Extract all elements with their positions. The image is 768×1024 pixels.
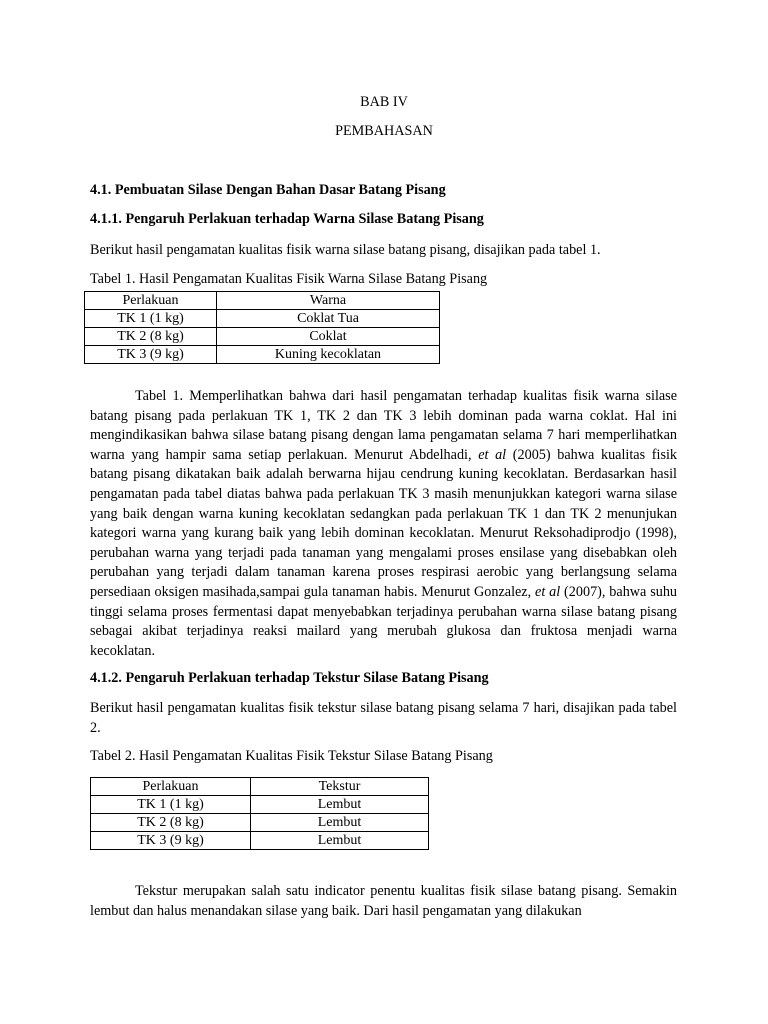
table-row (91, 832, 429, 850)
table-header: Perlakuan (85, 292, 217, 310)
section-heading: 4.1. Pembuatan Silase Dengan Bahan Dasar Batang Pisang (90, 182, 446, 198)
table-cell: TK 1 (1 kg) (85, 310, 217, 328)
table-cell: Lembut (251, 814, 429, 832)
table1-caption: Tabel 1. Hasil Pengamatan Kualitas Fisik Warna Silase Batang Pisang (90, 271, 488, 287)
table-cell: Coklat Tua (217, 310, 440, 328)
table-row (85, 310, 440, 328)
paragraph-text: (2007), bahwa suhu tinggi selama proses fermentasi dapat menyebabkan terjadinya perubahan warna silase batang pisang sebagai akibat terjadinya reaksi mailard yang merubah glukosa dan fruktosa menjadi warna kecoklatan. (90, 583, 678, 659)
table-row (91, 814, 429, 832)
table-header-row (91, 778, 429, 796)
table-cell: TK 1 (1 kg) (91, 796, 251, 814)
table-row (85, 346, 440, 364)
subsection-heading-texture: 4.1.2. Pengaruh Perlakuan terhadap Tekstur Silase Batang Pisang (90, 670, 489, 686)
chapter-title: PEMBAHASAN (335, 123, 433, 139)
table-cell: TK 2 (8 kg) (85, 328, 217, 346)
subsection-heading-color: 4.1.1. Pengaruh Perlakuan terhadap Warna Silase Batang Pisang (90, 211, 484, 227)
table-row (91, 796, 429, 814)
table-header: Warna (217, 292, 440, 310)
paragraph-text: Tabel 1. Memperlihatkan bahwa dari hasil pengamatan terhadap kualitas fisik warna silase batang pisang pada perlakuan TK 1, TK 2 dan TK 3 lebih dominan pada warna coklat. Hal ini mengindikasikan bahwa silase batang pisang dengan lama pengamatan selama 7 hari memperlihatkan warna yang hampir sama setiap perlakuan. Menurut Abdelhadi, (90, 388, 677, 463)
table-header: Tekstur (251, 778, 429, 796)
table-cell: TK 3 (9 kg) (85, 346, 217, 364)
table-header: Perlakuan (91, 778, 251, 796)
chapter-number: BAB IV (360, 94, 408, 110)
paragraph-text: (2005) bahwa kualitas fisik batang pisang dikatakan baik adalah berwarna hijau cendrung kuning kecoklatan. Berdasarkan hasil pengamatan pada tabel diatas bahwa pada perlakuan TK 3 masih menunjukkan kategori warna silase yang baik dengan warna kuning kecoklatan sedangkan pada perlakuan TK 1 dan TK 2 menunjukan kategori warna yang kurang baik yang lebih dominan kecoklatan. Menurut Reksohadiprodjo (1998), perubahan warna yang terjadi pada tanaman yang mengalami proses ensilase yang disebabkan oleh perubahan yang terjadi dalam tanaman karena proses respirasi aerobic yang berlangsung selama persediaan oksigen masihada,sampai gula tanaman habis. Menurut Gonzalez, (90, 446, 678, 600)
table-cell: TK 2 (8 kg) (91, 814, 251, 832)
et-al-italic: et al (535, 583, 561, 600)
intro-texture: Berikut hasil pengamatan kualitas fisik tekstur silase batang pisang selama 7 hari, disajikan pada tabel 2. (90, 700, 677, 736)
et-al-italic: et al (478, 446, 507, 463)
table-cell: Coklat (217, 328, 440, 346)
discussion-paragraph-texture: Tekstur merupakan salah satu indicator penentu kualitas fisik silase batang pisang. Semakin lembut dan halus menandakan silase yang baik. Dari hasil pengamatan yang dilakukan (90, 883, 677, 919)
table-cell: Lembut (251, 796, 429, 814)
table-cell: TK 3 (9 kg) (91, 832, 251, 850)
table-row (85, 328, 440, 346)
table-header-row (85, 292, 440, 310)
table1 (84, 291, 440, 364)
intro-color: Berikut hasil pengamatan kualitas fisik warna silase batang pisang, disajikan pada tabel 1. (90, 242, 601, 258)
table-cell: Kuning kecoklatan (217, 346, 440, 364)
discussion-paragraph-color (90, 387, 677, 661)
table-cell: Lembut (251, 832, 429, 850)
table2 (90, 777, 429, 850)
table2-caption: Tabel 2. Hasil Pengamatan Kualitas Fisik Tekstur Silase Batang Pisang (90, 748, 493, 764)
